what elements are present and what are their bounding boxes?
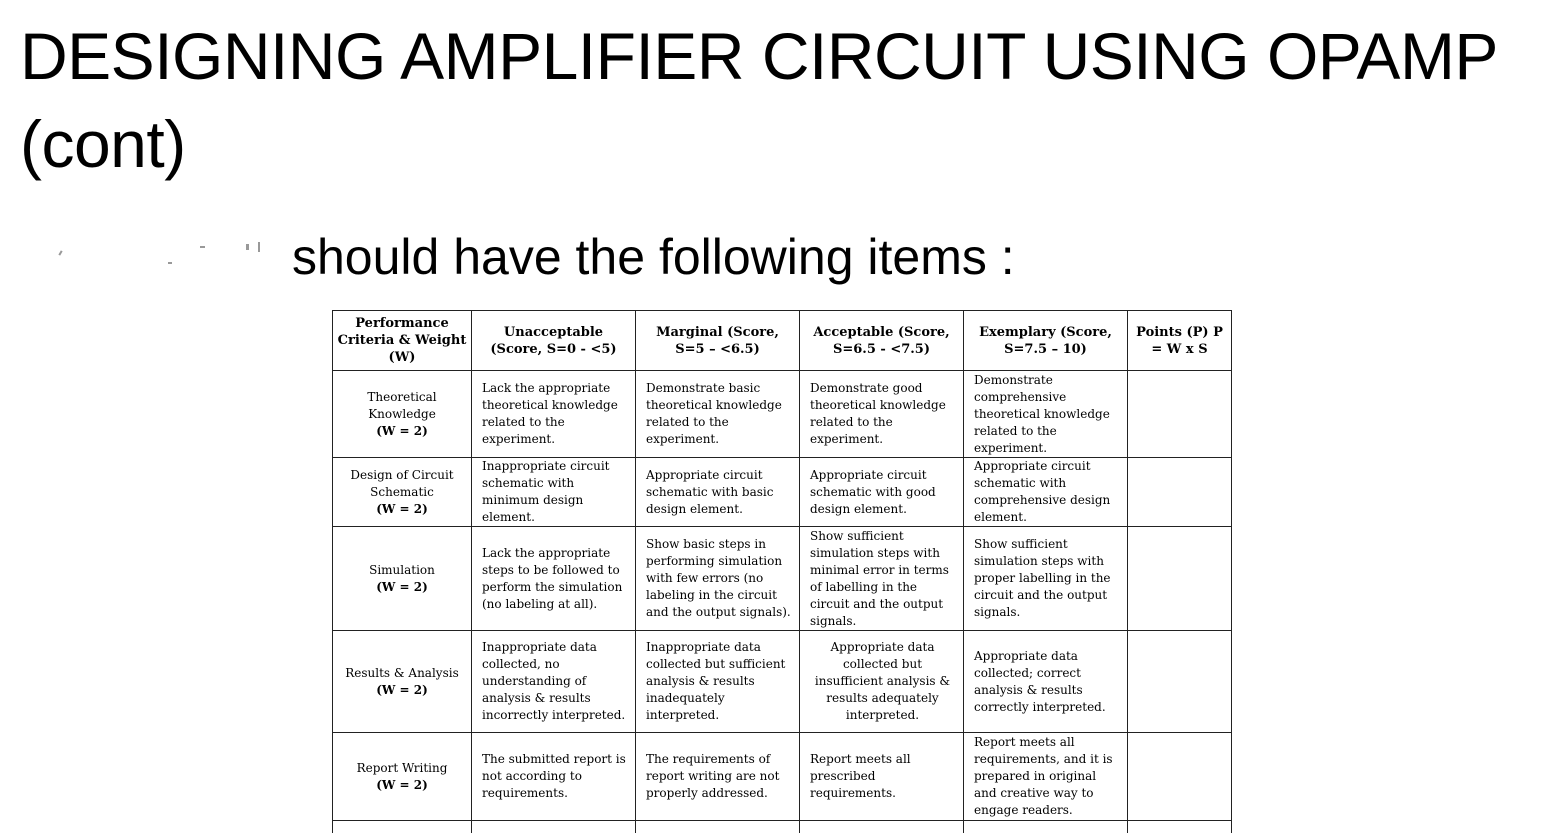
points-cell: [1128, 527, 1232, 631]
rubric-header-row: [333, 311, 1232, 371]
marginal-cell: Inappropriate data collected but sufficient analysis & results inadequately interpreted.: [636, 631, 800, 733]
criterion-name: Theoretical Knowledge: [367, 389, 437, 421]
criterion-weight: (W = 2): [376, 423, 428, 438]
unacceptable-cell: Inappropriate data collected, no understanding of analysis & results incorrectly interpreted.: [472, 631, 636, 733]
header-points: Points (P) P = W x S: [1128, 311, 1232, 371]
criterion-weight: (W = 2): [376, 682, 428, 697]
header-marginal: Marginal (Score, S=5 – <6.5): [636, 311, 800, 371]
criterion-cell: [333, 527, 472, 631]
acceptable-cell: Demonstrate good theoretical knowledge related to the experiment.: [800, 371, 964, 458]
exemplary-cell: Show sufficient simulation steps with proper labelling in the circuit and the output signals.: [964, 527, 1128, 631]
criterion-cell: [333, 371, 472, 458]
unacceptable-cell: Inappropriate circuit schematic with minimum design element.: [472, 458, 636, 527]
acceptable-cell: Appropriate circuit schematic with good design element.: [800, 458, 964, 527]
acceptable-cell: Appropriate data collected but insufficient analysis & results adequately interpreted.: [800, 631, 964, 733]
table-row: [333, 527, 1232, 631]
criterion-cell: [333, 458, 472, 527]
points-cell: [1128, 458, 1232, 527]
criterion-name: Report Writing: [356, 760, 448, 775]
marginal-cell: Appropriate circuit schematic with basic design element.: [636, 458, 800, 527]
cutoff-cell: [636, 821, 800, 833]
points-cell: [1128, 371, 1232, 458]
header-exemplary: Exemplary (Score, S=7.5 – 10): [964, 311, 1128, 371]
criterion-weight: (W = 2): [376, 579, 428, 594]
criterion-name: Design of Circuit Schematic: [350, 467, 454, 499]
criterion-name: Results & Analysis: [345, 665, 459, 680]
criterion-cell: [333, 733, 472, 821]
criterion-cell: [333, 631, 472, 733]
table-row: [333, 371, 1232, 458]
exemplary-cell: Report meets all requirements, and it is prepared in original and creative way to engage readers.: [964, 733, 1128, 821]
header-criteria: Performance Criteria & Weight (W): [333, 311, 472, 371]
table-row-cutoff: [333, 821, 1232, 833]
marginal-cell: The requirements of report writing are not properly addressed.: [636, 733, 800, 821]
points-cell: [1128, 631, 1232, 733]
unacceptable-cell: The submitted report is not according to requirements.: [472, 733, 636, 821]
rubric-table: [332, 310, 1232, 833]
criterion-name: Simulation: [369, 562, 435, 577]
exemplary-cell: Demonstrate comprehensive theoretical knowledge related to the experiment.: [964, 371, 1128, 458]
table-row: [333, 733, 1232, 821]
cutoff-cell: [333, 821, 472, 833]
page-title: DESIGNING AMPLIFIER CIRCUIT USING OPAMP (cont): [20, 19, 1497, 181]
cutoff-cell: [472, 821, 636, 833]
points-cell: [1128, 733, 1232, 821]
exemplary-cell: Appropriate data collected; correct analysis & results correctly interpreted.: [964, 631, 1128, 733]
table-row: [333, 631, 1232, 733]
criterion-weight: (W = 2): [376, 501, 428, 516]
page-subtitle: should have the following items :: [292, 229, 1015, 285]
unacceptable-cell: Lack the appropriate theoretical knowledge related to the experiment.: [472, 371, 636, 458]
cutoff-cell: [1128, 821, 1232, 833]
cutoff-cell: [964, 821, 1128, 833]
table-row: [333, 458, 1232, 527]
marginal-cell: Demonstrate basic theoretical knowledge related to the experiment.: [636, 371, 800, 458]
criterion-weight: (W = 2): [376, 777, 428, 792]
acceptable-cell: Report meets all prescribed requirements.: [800, 733, 964, 821]
cutoff-cell: [800, 821, 964, 833]
obscured-text-region: [48, 240, 278, 270]
marginal-cell: Show basic steps in performing simulation with few errors (no labeling in the circuit and the output signals).: [636, 527, 800, 631]
subtitle-row: [0, 226, 1100, 288]
acceptable-cell: Show sufficient simulation steps with minimal error in terms of labelling in the circuit and the output signals.: [800, 527, 964, 631]
exemplary-cell: Appropriate circuit schematic with comprehensive design element.: [964, 458, 1128, 527]
header-unacceptable: Unacceptable (Score, S=0 - <5): [472, 311, 636, 371]
unacceptable-cell: Lack the appropriate steps to be followed to perform the simulation (no labeling at all).: [472, 527, 636, 631]
header-acceptable: Acceptable (Score, S=6.5 - <7.5): [800, 311, 964, 371]
